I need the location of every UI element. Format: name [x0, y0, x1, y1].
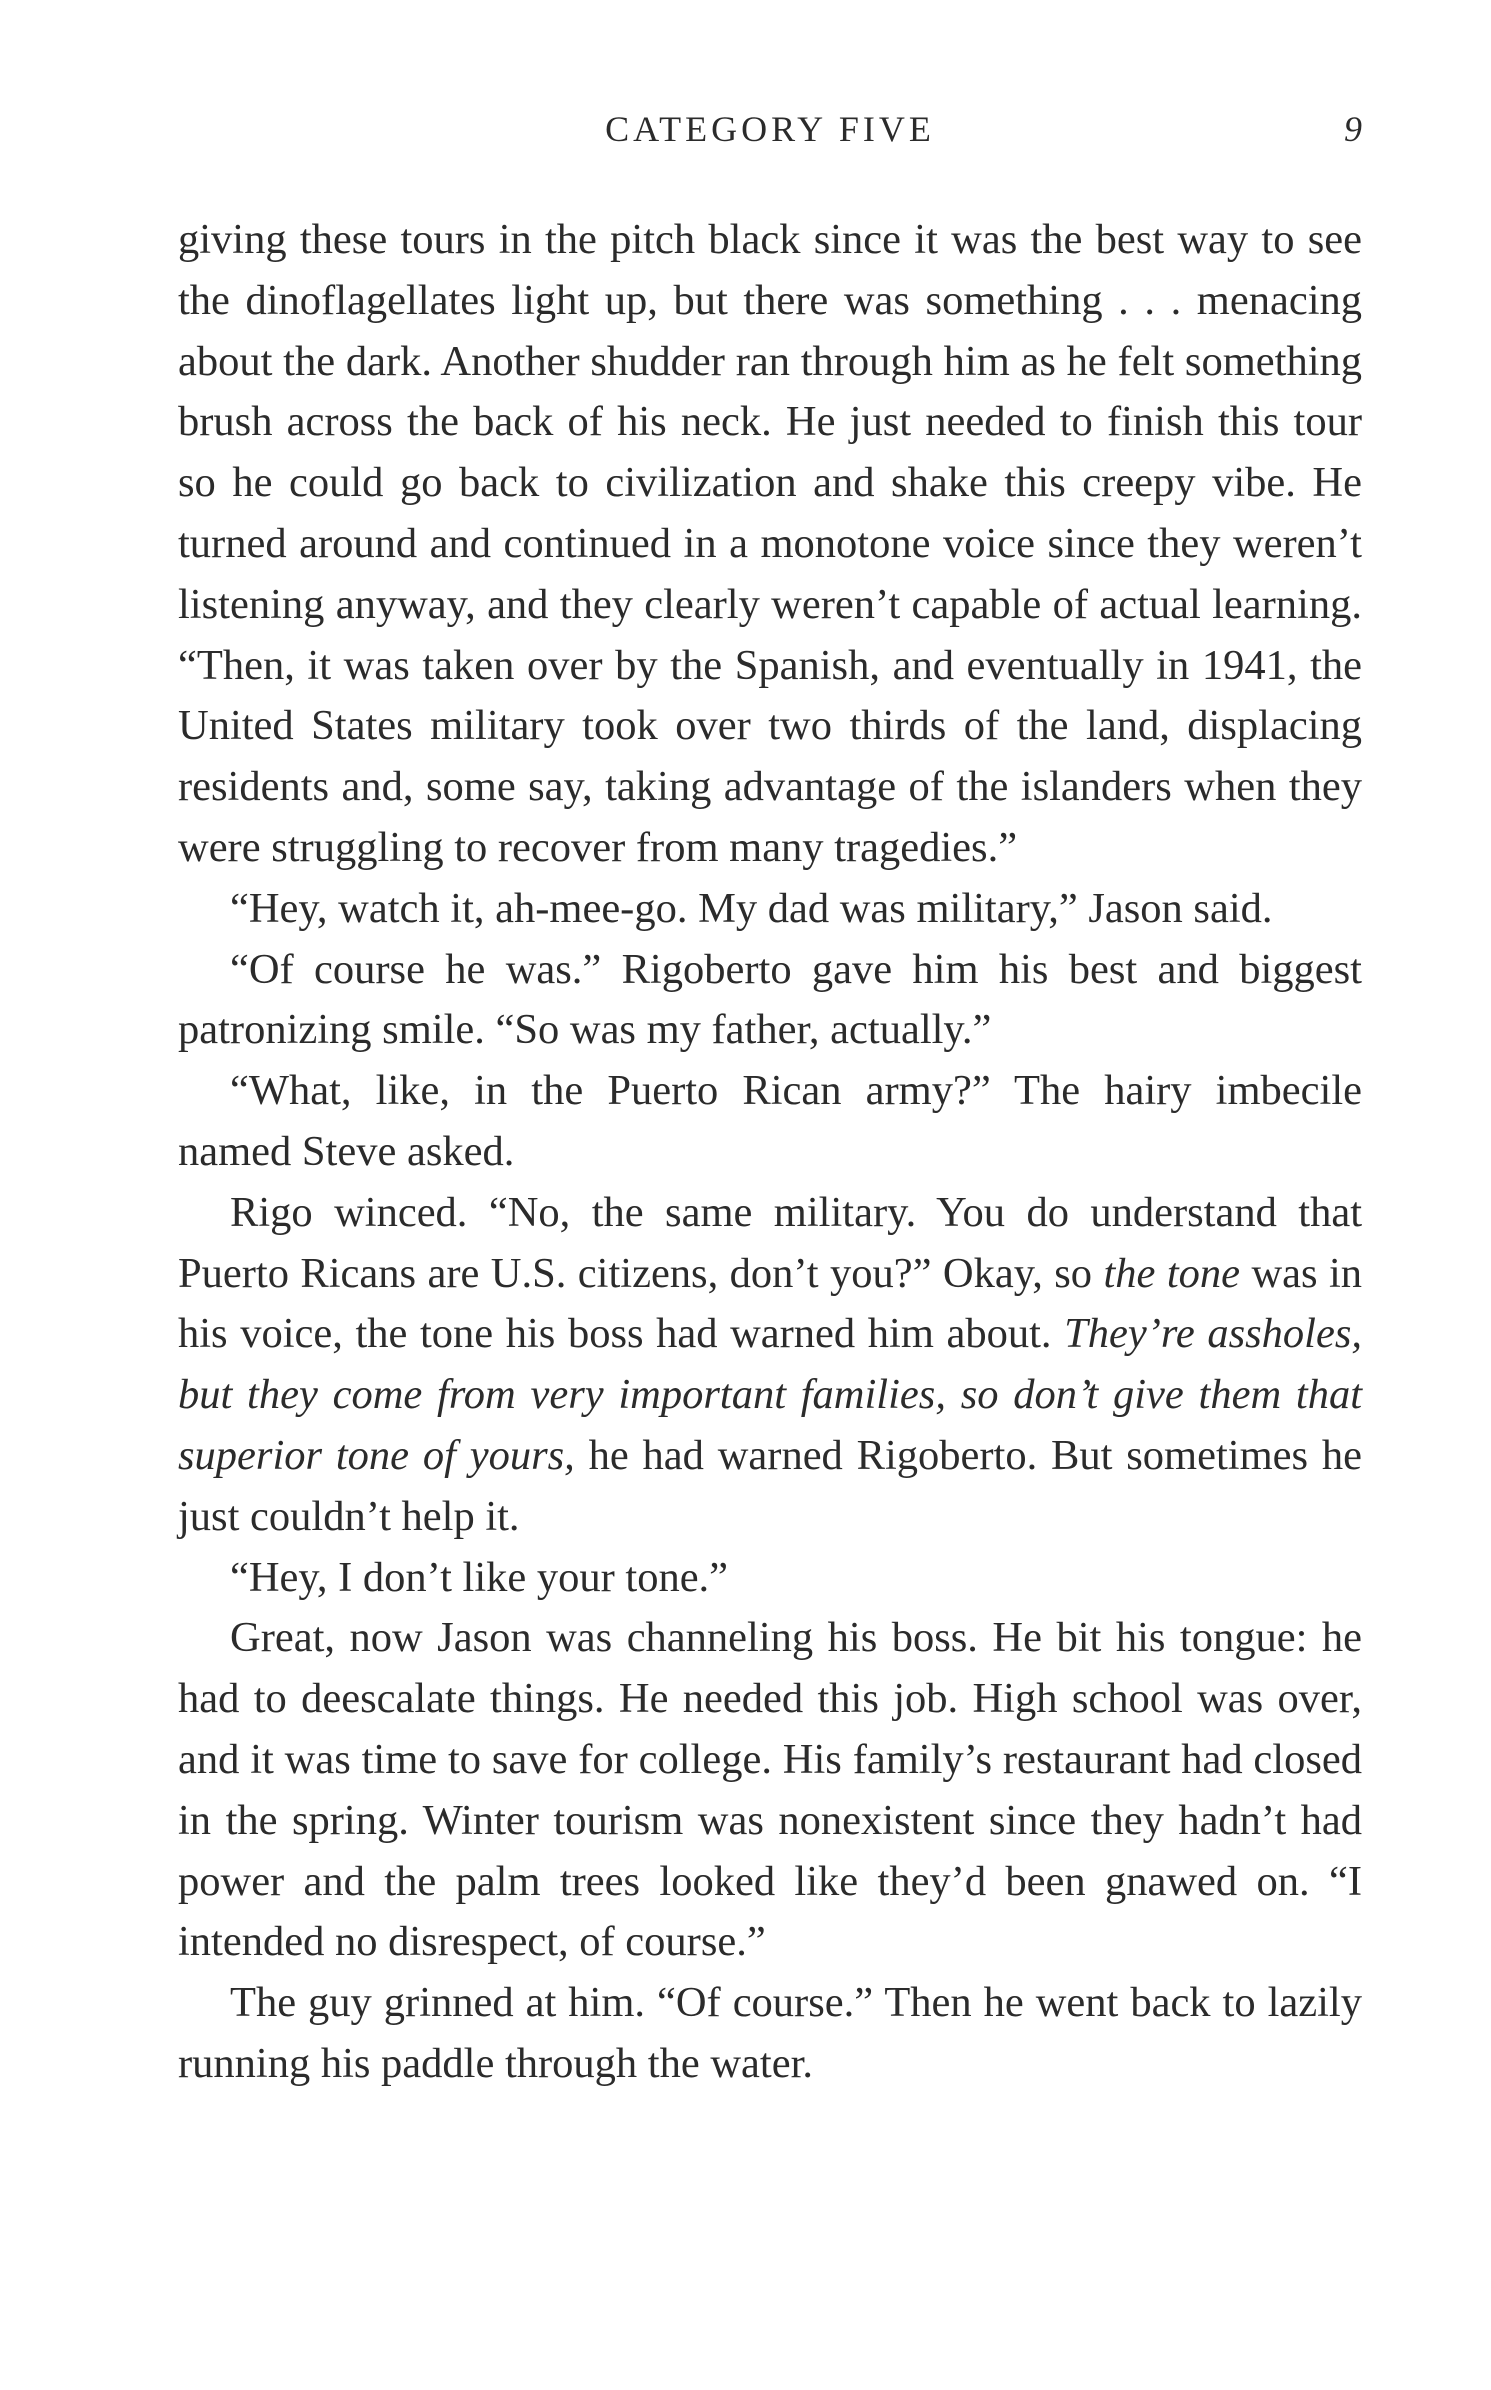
- paragraph: [178, 1061, 1362, 1183]
- paragraph: [178, 1973, 1362, 2095]
- text-segment: he had warned Rigoberto. But sometimes he just couldn’t help it.: [178, 1431, 1362, 1540]
- paragraph: [178, 879, 1362, 940]
- page-number: 9: [1344, 109, 1362, 149]
- text-segment: Rigo winced. “No, the same military. You do understand that Puerto Ricans are U.S. citizens, don’t you?” Okay, so: [178, 1188, 1362, 1297]
- text-segment: “Of course he was.” Rigoberto gave him his best and biggest patronizing smile. “So was my father, actually.”: [178, 945, 1362, 1054]
- text-segment: “What, like, in the Puerto Rican army?” The hairy imbecile named Steve asked.: [178, 1067, 1362, 1175]
- text-segment: “Hey, watch it, ah-mee-go. My dad was military,” Jason said.: [230, 884, 1273, 932]
- text-segment: Great, now Jason was channeling his boss. He bit his tongue: he had to deescalate things. He needed this job. High school was over, and it was time to save for college. His family’s restaurant had closed in the spring. Winter tourism was nonexistent since they hadn’t had power and the palm trees looked like they’d been gnawed on. “I intended no disrespect, of course.”: [178, 1614, 1362, 1966]
- text-segment: The guy grinned at him. “Of course.” Then he went back to lazily running his paddle through the water.: [178, 1979, 1362, 2087]
- running-head: CATEGORY FIVE: [605, 109, 935, 149]
- page-header: [178, 100, 1362, 160]
- text-segment: was in his voice, the tone his boss had warned him about.: [178, 1249, 1363, 1358]
- paragraph: [178, 210, 1362, 879]
- text-segment: giving these tours in the pitch black since it was the best way to see the dinoflagellates light up, but there was something . . . menacing about the dark. Another shudder ran through him as he felt something brush across the back of his neck. He just needed to finish this tour so he could go back to civilization and shake this creepy vibe. He turned around and continued in a monotone voice since they weren’t listening anyway, and they clearly weren’t capable of actual learning. “Then, it was taken over by the Spanish, and eventually in 1941, the United States military took over two thirds of the land, displacing residents and, some say, taking advantage of the islanders when they were struggling to recover from many tragedies.”: [178, 216, 1362, 871]
- italic-text-segment: They’re assholes, but they come from very important families, so don’t give them that superior tone of yours,: [178, 1310, 1362, 1479]
- paragraph: [178, 1608, 1362, 1973]
- text-segment: “Hey, I don’t like your tone.”: [230, 1553, 729, 1601]
- italic-text-segment: the tone: [1103, 1249, 1241, 1297]
- body-text: [178, 210, 1362, 2095]
- paragraph: [178, 1548, 1362, 1609]
- paragraph: [178, 940, 1362, 1062]
- paragraph: [178, 1183, 1362, 1548]
